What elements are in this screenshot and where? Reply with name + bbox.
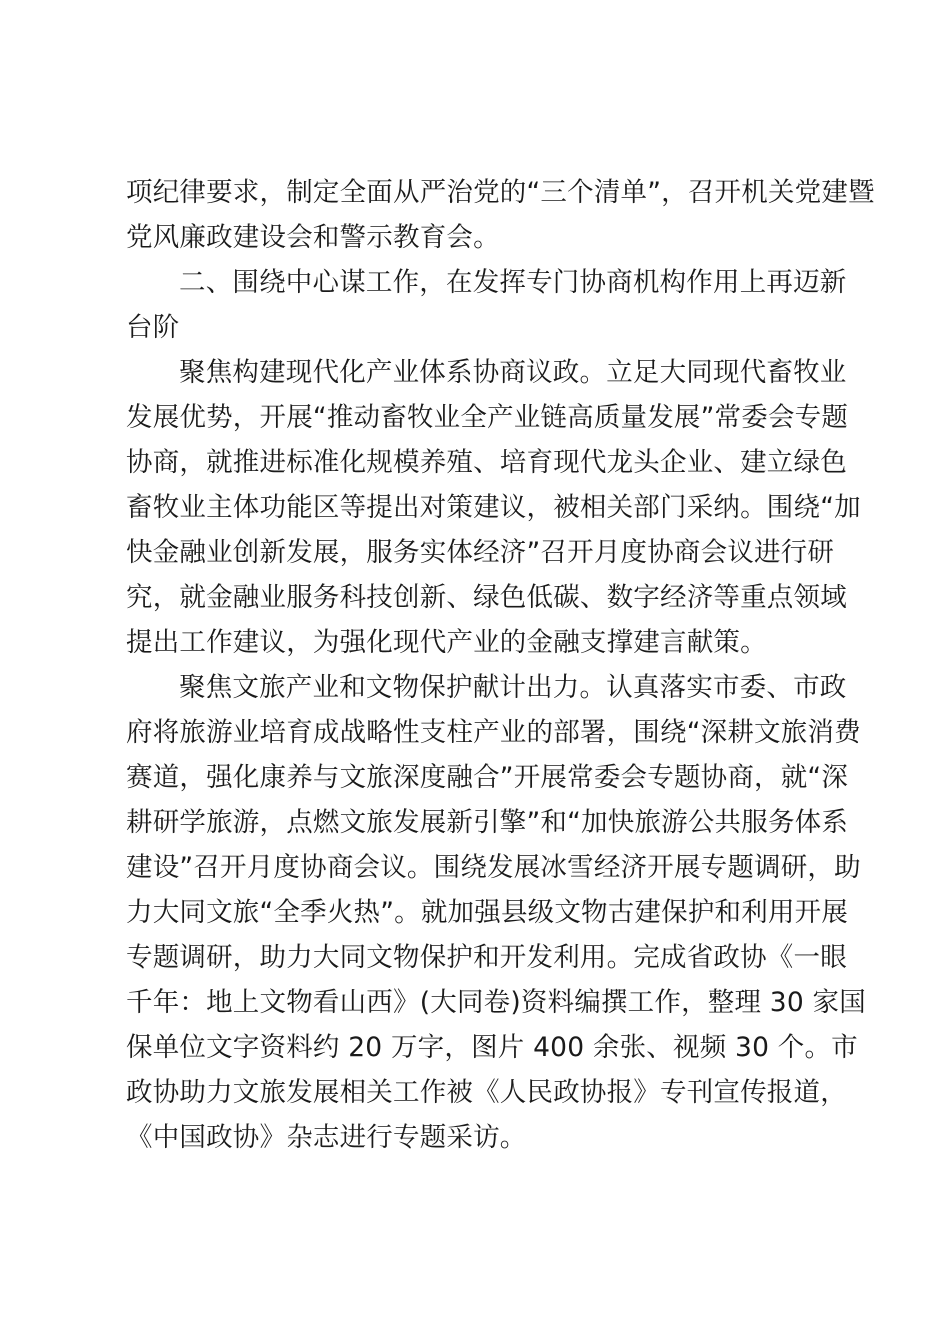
paragraph-2-line-5: 建设”召开月度协商会议。围绕发展冰雪经济开展专题调研，助 bbox=[126, 852, 861, 883]
paragraph-2-line-9: 保单位文字资料约 20 万字，图片 400 余张、视频 30 个。市 bbox=[126, 1032, 858, 1063]
paragraph-1-line-2: 发展优势，开展“推动畜牧业全产业链高质量发展”常委会专题 bbox=[126, 402, 849, 433]
paragraph-1-line-1: 聚焦构建现代化产业体系协商议政。立足大同现代畜牧业 bbox=[179, 357, 847, 388]
paragraph-2-line-3: 赛道，强化康养与文旅深度融合”开展常委会专题协商，就“深 bbox=[126, 762, 849, 793]
text-line-2: 党风廉政建设会和警示教育会。 bbox=[126, 222, 500, 253]
paragraph-1-line-6: 究，就金融业服务科技创新、绿色低碳、数字经济等重点领域 bbox=[126, 582, 847, 613]
paragraph-2-line-7: 专题调研，助力大同文物保护和开发利用。完成省政协《一眼 bbox=[126, 942, 847, 973]
paragraph-2-line-8: 千年：地上文物看山西》(大同卷)资料编撰工作，整理 30 家国 bbox=[126, 987, 866, 1018]
paragraph-1-line-3: 协商，就推进标准化规模养殖、培育现代龙头企业、建立绿色 bbox=[126, 447, 847, 478]
paragraph-1-line-4: 畜牧业主体功能区等提出对策建议，被相关部门采纳。围绕“加 bbox=[126, 492, 861, 523]
paragraph-2-line-2: 府将旅游业培育成战略性支柱产业的部署，围绕“深耕文旅消费 bbox=[126, 717, 861, 748]
paragraph-1-line-5: 快金融业创新发展，服务实体经济”召开月度协商会议进行研 bbox=[126, 537, 835, 568]
section-heading-line-1: 二、围绕中心谋工作，在发挥专门协商机构作用上再迈新 bbox=[179, 267, 847, 298]
paragraph-2-line-1: 聚焦文旅产业和文物保护献计出力。认真落实市委、市政 bbox=[179, 672, 847, 703]
paragraph-1-line-7: 提出工作建议，为强化现代产业的金融支撑建言献策。 bbox=[126, 627, 767, 658]
paragraph-2-line-4: 耕研学旅游，点燃文旅发展新引擎”和“加快旅游公共服务体系 bbox=[126, 807, 849, 838]
paragraph-2-line-11: 《中国政协》杂志进行专题采访。 bbox=[126, 1122, 527, 1153]
paragraph-2-line-6: 力大同文旅“全季火热”。就加强县级文物古建保护和利用开展 bbox=[126, 897, 849, 928]
paragraph-2-line-10: 政协助力文旅发展相关工作被《人民政协报》专刊宣传报道， bbox=[126, 1077, 847, 1108]
text-line-1: 项纪律要求，制定全面从严治党的“三个清单”，召开机关党建暨 bbox=[126, 177, 875, 208]
section-heading-line-2: 台阶 bbox=[126, 312, 180, 343]
document-body bbox=[126, 170, 875, 1160]
